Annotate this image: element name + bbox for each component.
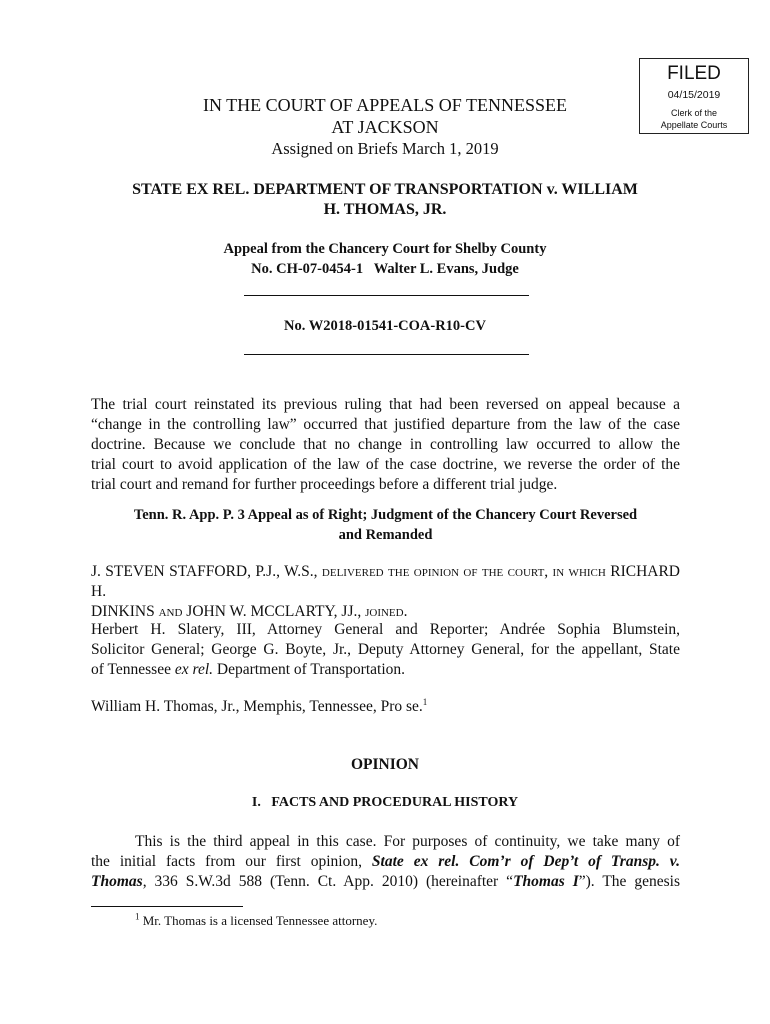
footnote-divider (91, 906, 243, 907)
trial-docket-judge: No. CH-07-0454-1 Walter L. Evans, Judge (251, 261, 519, 277)
stamp-title: FILED (667, 63, 721, 84)
counsel-appellee (91, 697, 680, 717)
body-line2: the initial facts from our first opinion, State ex rel. Com’r of Dep’t of Transp. v. (91, 853, 680, 870)
authoring-judges (91, 562, 680, 622)
summary-line: trial court and remand for further proceedings before a different trial judge. (91, 476, 558, 493)
authors-line2: DINKINS and JOHN W. MCCLARTY, JJ., joined. (91, 603, 408, 620)
footnote-mark: 1 (135, 911, 140, 922)
summary-paragraph (91, 395, 680, 495)
stamp-date: 04/15/2019 (667, 89, 721, 101)
summary-line: The trial court reinstated its previous ruling that had been reversed on appeal because a (91, 396, 680, 413)
disposition-line2: and Remanded (338, 527, 433, 543)
assigned-date: Assigned on Briefs March 1, 2019 (271, 139, 499, 158)
case-caption-line1: STATE EX REL. DEPARTMENT OF TRANSPORTATION v. WILLIAM (132, 181, 638, 198)
appellee-text: William H. Thomas, Jr., Memphis, Tennessee, Pro se. (91, 698, 423, 715)
counsel-line1: Herbert H. Slatery, III, Attorney General and Reporter; Andrée Sophia Blumstein, (91, 621, 680, 638)
case-caption-line2: H. THOMAS, JR. (323, 201, 447, 218)
appellate-docket-number: No. W2018-01541-COA-R10-CV (284, 318, 486, 334)
short-citation: Thomas I (513, 873, 579, 890)
footnote (135, 913, 377, 929)
summary-line: trial court to avoid application of the law of the case doctrine, we reverse the order of the (91, 456, 680, 473)
court-name: IN THE COURT OF APPEALS OF TENNESSEE (203, 95, 567, 115)
stamp-clerk-line1: Clerk of the (670, 108, 718, 118)
section-number: I. (251, 795, 261, 810)
authors-line1: J. STEVEN STAFFORD, P.J., W.S., delivered the opinion of the court, in which RICHARD H. (91, 563, 680, 600)
footnote-reference: 1 (422, 696, 428, 707)
stamp-clerk-line2: Appellate Courts (660, 120, 728, 130)
court-location: AT JACKSON (331, 117, 439, 137)
case-citation: State ex rel. Com’r of Dep’t of Transp. v. (371, 853, 680, 870)
footnote-text: Mr. Thomas is a licensed Tennessee attorney. (142, 913, 378, 928)
disposition-line1: Tenn. R. App. P. 3 Appeal as of Right; Judgment of the Chancery Court Reversed (133, 507, 638, 523)
opinion-heading: OPINION (350, 756, 420, 773)
divider-bottom (244, 354, 529, 355)
counsel-line2: Solicitor General; George G. Boyte, Jr., Deputy Attorney General, for the appellant, State (91, 641, 680, 658)
divider-top (244, 295, 529, 296)
summary-line: “change in the controlling law” occurred that justified departure from the law of the case (91, 416, 680, 433)
section-heading (0, 795, 770, 811)
counsel-appellant (91, 620, 680, 680)
body-line3: Thomas, 336 S.W.3d 588 (Tenn. Ct. App. 2010) (hereinafter “Thomas I”). The genesis (91, 873, 680, 890)
body-line1: This is the third appeal in this case. For purposes of continuity, we take many of (135, 833, 680, 850)
appeal-origin: Appeal from the Chancery Court for Shelby County (223, 241, 547, 257)
opinion-body (91, 832, 680, 892)
counsel-line3: of Tennessee ex rel. Department of Transportation. (91, 661, 406, 678)
section-title: FACTS AND PROCEDURAL HISTORY (271, 795, 519, 810)
disposition (91, 505, 680, 545)
summary-line: doctrine. Because we conclude that no change in controlling law occurred to allow the (91, 436, 680, 453)
